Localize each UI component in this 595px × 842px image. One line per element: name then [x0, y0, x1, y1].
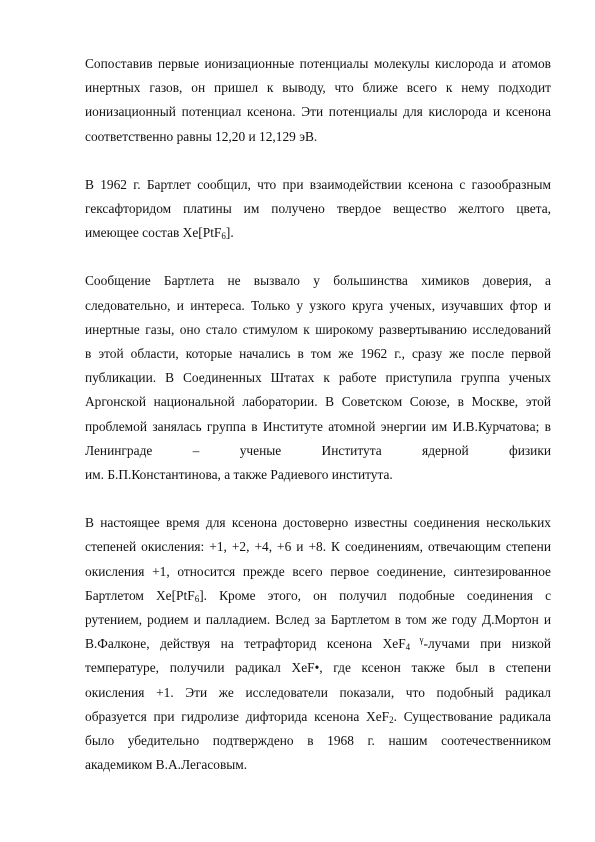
text-line: следовательно, и интереса. Только у узкого круга ученых, изучавших фтор и	[85, 297, 551, 313]
text-line: инертных газов, он пришел к выводу, что ближе всего к нему подходит	[85, 80, 551, 96]
paragraph-bartlett-1962	[85, 173, 551, 246]
subscript: 6	[221, 231, 226, 242]
text-fragment: образуется при гидролизе дифторида ксенона XeF	[85, 708, 390, 724]
paragraph-ionization	[85, 52, 551, 149]
paragraph-research-groups	[85, 269, 551, 487]
text-line: соответственно равны 12,20 и 12,129 эВ.	[85, 128, 318, 144]
text-line: публикации. В Соединенных Штатах к работе приступила группа ученых	[85, 370, 551, 386]
text-fragment: Бартлетом Xe[PtF	[85, 587, 195, 603]
subscript: 4	[405, 642, 411, 653]
text-line: было убедительно подтверждено в 1968 г. нашим соотечественником	[85, 733, 551, 749]
text-line: гексафторидом платины им получено твердое вещество желтого цвета,	[85, 201, 551, 217]
text-fragment: . Существование радикала	[393, 708, 551, 724]
text-fragment: ].	[225, 225, 234, 241]
text-line: академиком В.А.Легасовым.	[85, 757, 248, 773]
subscript: 6	[194, 593, 200, 604]
paragraph-oxidation-states	[85, 511, 551, 777]
text-line: степеней окисления: +1, +2, +4, +6 и +8. К соединениям, отвечающим степени	[85, 539, 551, 555]
superscript: γ	[410, 634, 424, 645]
text-line: проблемой занялась группа в Институте атомной энергии им И.В.Курчатова; в	[85, 418, 551, 434]
text-line: рутением, родием и палладием. Вслед за Бартлетом в том же году Д.Мортон и	[85, 612, 551, 628]
text-line: окисления +1, относится прежде всего первое соединение, синтезированное	[85, 563, 551, 579]
text-line: им. Б.П.Константинова, а также Радиевого института.	[85, 467, 393, 483]
text-line: окисления +1. Эти же исследователи показали, что подобный радикал	[85, 684, 551, 700]
text-line: Аргонской национальной лаборатории. В Советском Союзе, в Москве, этой	[85, 394, 551, 410]
text-line	[85, 705, 551, 729]
text-line: Сообщение Бартлета не вызвало у большинства химиков доверия, а	[85, 273, 551, 289]
text-fragment: ]. Кроме этого, он получил подобные соединения с	[199, 587, 552, 603]
text-line	[85, 221, 551, 245]
text-line: инертные газы, оно стало стимулом к широкому развертыванию исследований	[85, 321, 551, 337]
text-line: температуре, получили радикал XeF•, где ксенон также был в степени	[85, 660, 551, 676]
subscript: 2	[389, 714, 394, 725]
text-line: в этой области, которые начались в том же 1962 г., сразу же после первой	[85, 346, 551, 362]
text-line: ионизационный потенциал ксенона. Эти потенциалы для кислорода и ксенона	[85, 104, 551, 120]
text-line	[85, 632, 551, 656]
text-fragment: В.Фалконе, действуя на тетрафторид ксенона XeF	[85, 636, 406, 652]
text-line: В настоящее время для ксенона достоверно известны соединения нескольких	[85, 515, 551, 531]
text-line: В 1962 г. Бартлет сообщил, что при взаимодействии ксенона с газообразным	[85, 176, 551, 192]
text-fragment: имеющее состав Xe[PtF	[85, 225, 222, 241]
text-line	[85, 584, 551, 608]
text-fragment: -лучами при низкой	[423, 636, 551, 652]
text-line: Сопоставив первые ионизационные потенциалы молекулы кислорода и атомов	[85, 56, 551, 71]
text-line: Ленинграде – ученые Института ядерной физики	[85, 442, 551, 458]
